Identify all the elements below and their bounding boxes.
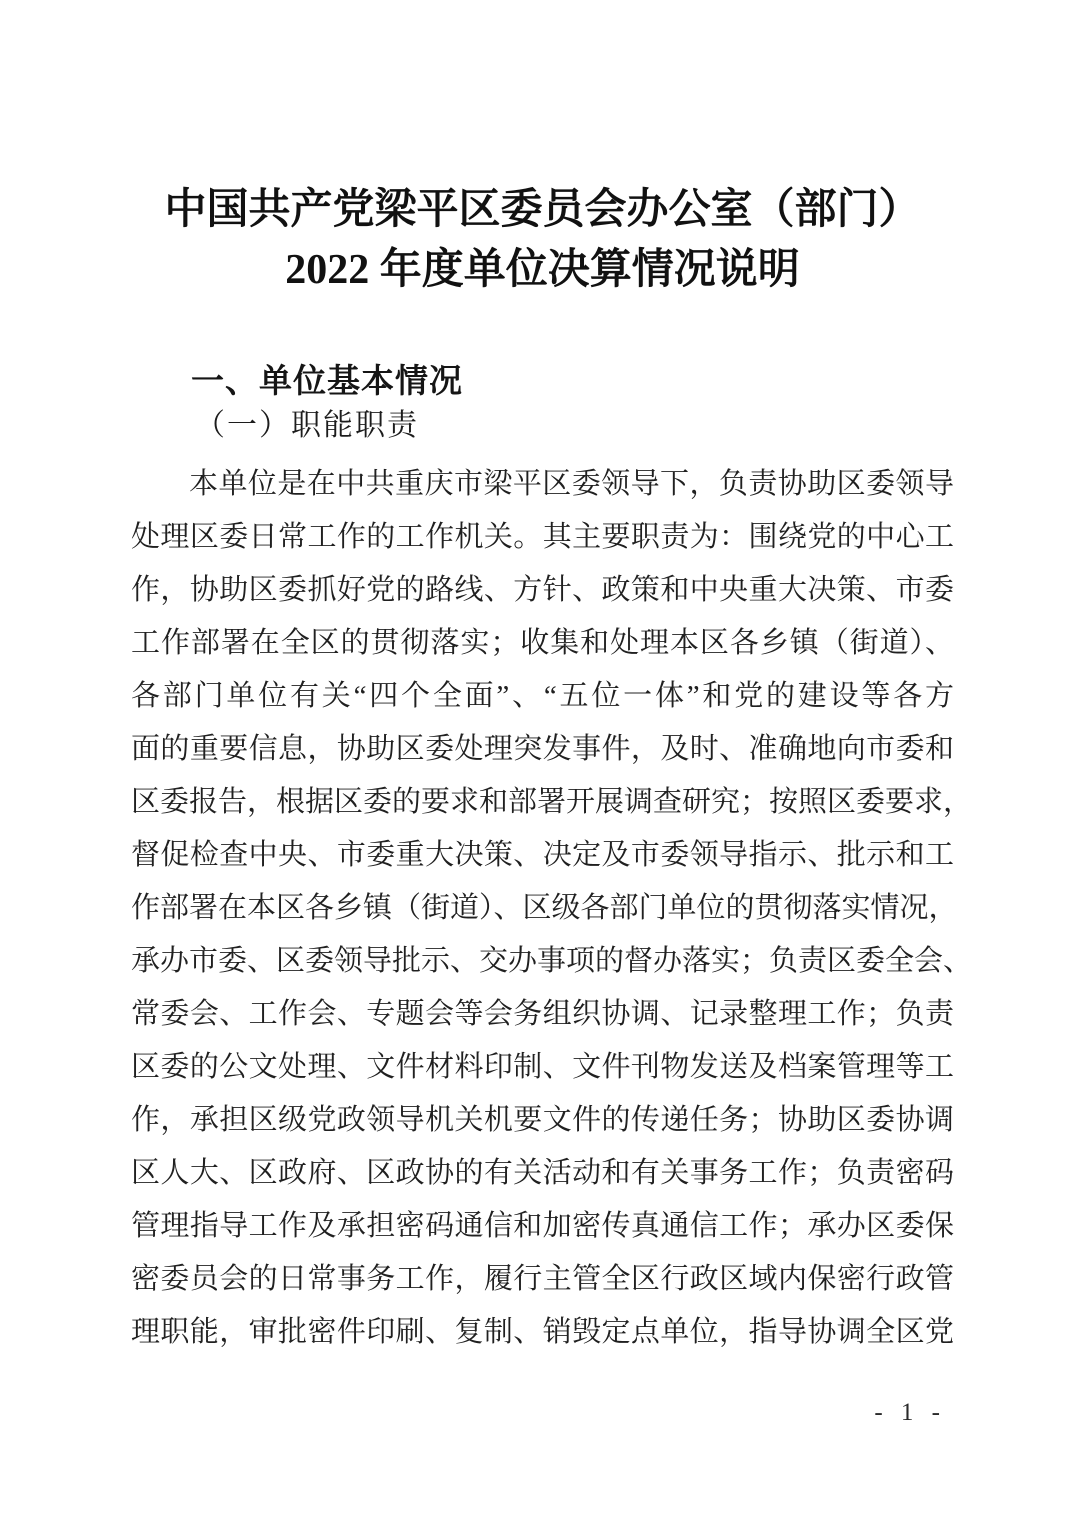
body-line: 区委的公文处理、文件材料印制、文件刊物发送及档案管理等工 xyxy=(131,1051,954,1083)
body-line: 各部门单位有关“四个全面”、“五位一体”和党的建设等各方 xyxy=(131,680,954,712)
body-paragraph xyxy=(131,458,973,1359)
subsection-heading: （一）职能职责 xyxy=(195,409,419,442)
document-title-line-1: 中国共产党梁平区委员会办公室（部门） xyxy=(164,187,921,233)
body-line: 作，承担区级党政领导机关机要文件的传递任务；协助区委协调 xyxy=(131,1104,954,1136)
body-line: 工作部署在全区的贯彻落实；收集和处理本区各乡镇（街道）、 xyxy=(131,627,954,659)
document-title-line-2: 2022 年度单位决算情况说明 xyxy=(285,247,800,293)
body-line: 面的重要信息，协助区委处理突发事件，及时、准确地向市委和 xyxy=(131,733,954,765)
body-line: 督促检查中央、市委重大决策、决定及市委领导指示、批示和工 xyxy=(131,839,954,871)
page-number: - 1 - xyxy=(874,1399,946,1426)
body-line: 密委员会的日常事务工作，履行主管全区行政区域内保密行政管 xyxy=(131,1263,954,1295)
body-line: 承办市委、区委领导批示、交办事项的督办落实；负责区委全会、 xyxy=(131,945,973,977)
body-line: 管理指导工作及承担密码通信和加密传真通信工作；承办区委保 xyxy=(131,1210,954,1242)
section-heading: 一、单位基本情况 xyxy=(191,362,463,399)
body-line: 常委会、工作会、专题会等会务组织协调、记录整理工作；负责 xyxy=(131,998,954,1030)
body-line: 区委报告，根据区委的要求和部署开展调查研究；按照区委要求， xyxy=(131,786,973,818)
document-title xyxy=(131,180,954,300)
body-line: 处理区委日常工作的工作机关。其主要职责为：围绕党的中心工 xyxy=(131,521,954,553)
body-line: 区人大、区政府、区政协的有关活动和有关事务工作；负责密码 xyxy=(131,1157,954,1189)
body-line: 理职能，审批密件印刷、复制、销毁定点单位，指导协调全区党 xyxy=(131,1316,954,1348)
body-line: 作部署在本区各乡镇（街道）、区级各部门单位的贯彻落实情况， xyxy=(131,892,958,924)
body-line: 作，协助区委抓好党的路线、方针、政策和中央重大决策、市委 xyxy=(131,574,954,606)
body-line: 本单位是在中共重庆市梁平区委领导下，负责协助区委领导 xyxy=(189,468,954,500)
